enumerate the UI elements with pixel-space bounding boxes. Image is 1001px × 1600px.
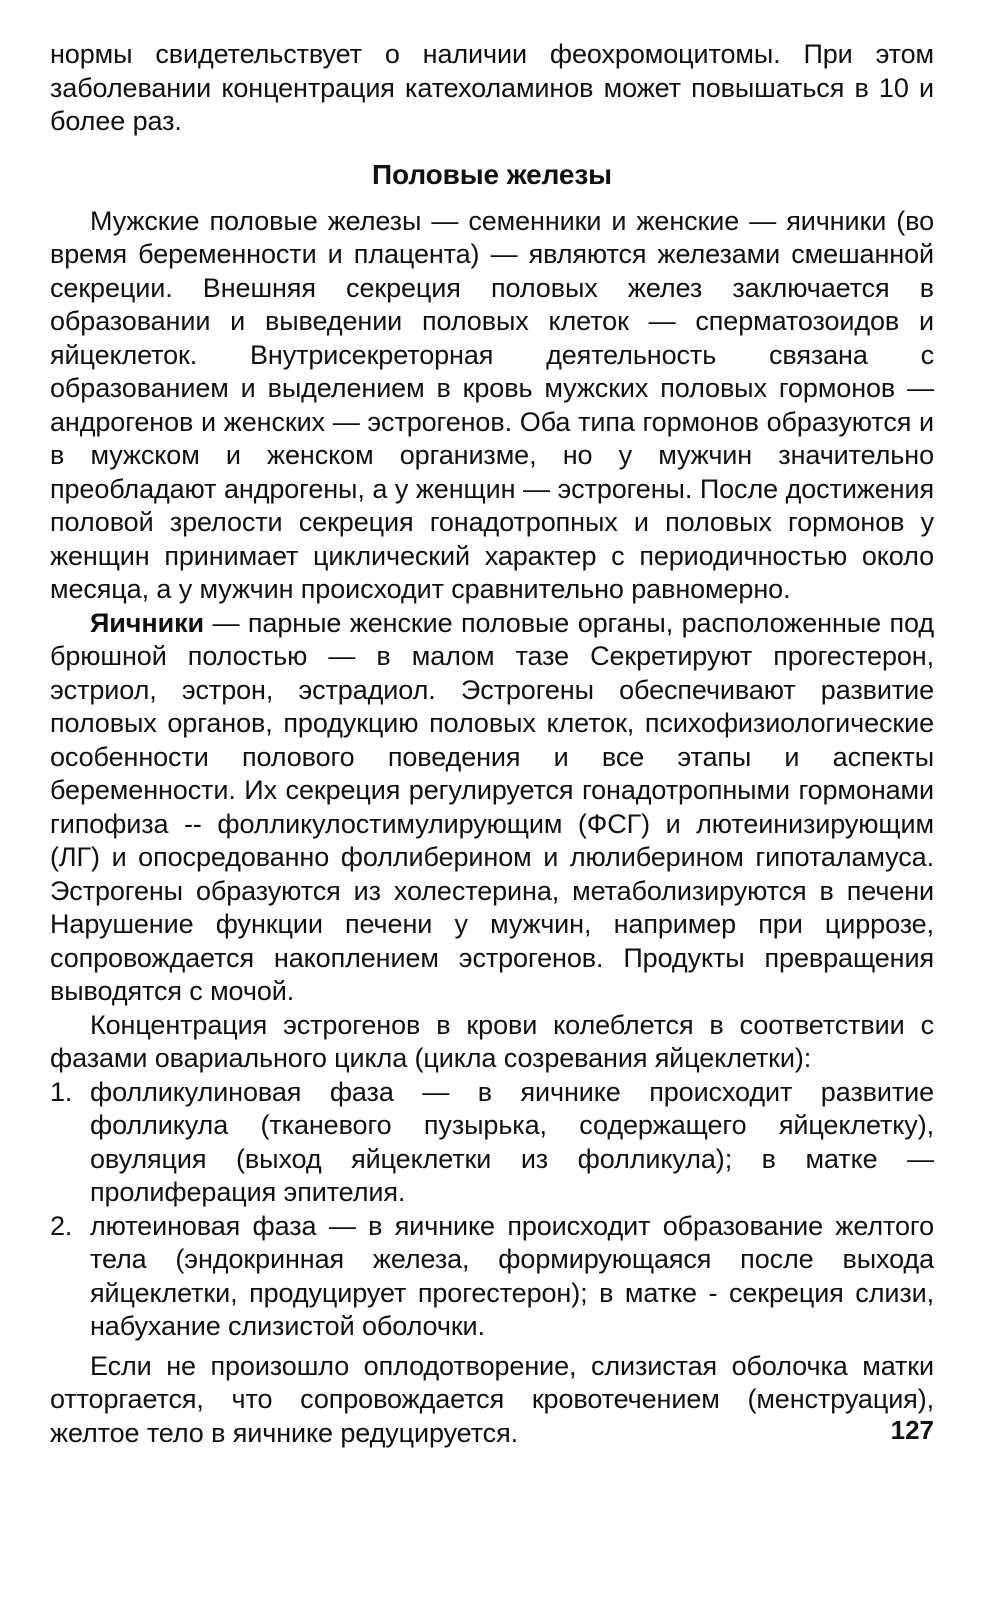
page-number: 127: [890, 1415, 934, 1445]
document-page: [50, 38, 934, 1450]
list-item-text: фолликулиновая фаза — в яичнике происходит развитие фолликула (тканевого пузырька, содержащего яйцеклетку), овуляция (выход яйцеклетки из фолликула); в матке — пролиферация эпителия.: [90, 1076, 934, 1207]
list-item: [50, 1210, 934, 1344]
paragraph-ovaries: [50, 607, 934, 1009]
paragraph-ovaries-text: — парные женские половые органы, расположенные под брюшной полостью — в малом тазе Секретируют прогестерон, эстриол, эстрон, эстрадиол. Эстрогены обеспечивают развитие половых органов, продукцию половых клеток, психофизиологические особенности полового поведения и все этапы и аспекты беременности. Их секреция регулируется гонадотропными гормонами гипофиза -- фолликулостимулирующим (ФСГ) и лютеинизирующим (ЛГ) и опосредованно фоллиберином и люлиберином гипоталамуса. Эстрогены образуются из холестерина, метаболизируются в печени Нарушение функции печени у мужчин, например при циррозе, сопровождается накоплением эстрогенов. Продукты превращения выводятся с мочой.: [50, 607, 934, 1006]
paragraph-menstruation: Если не произошло оплодотворение, слизистая оболочка матки отторгается, что сопровождается кровотечением (менструация), желтое тело в яичнике редуцируется.: [50, 1350, 934, 1448]
list-item-text: лютеиновая фаза — в яичнике происходит образование желтого тела (эндокринная железа, формирующаяся после выхода яйцеклетки, продуцирует прогестерон); в матке - секреция слизи, набухание слизистой оболочки.: [90, 1210, 934, 1341]
list-item: [50, 1076, 934, 1210]
term-ovaries: Яичники: [90, 607, 204, 638]
paragraph-sex-glands: Мужские половые железы — семенники и женские — яичники (во время беременности и плацента) — являются железами смешанной секреции. Внешняя секреция половых желез заключается в образовании и выведении половых клеток — сперматозоидов и яйцеклеток. Внутрисекреторная деятельность связана с образованием и выделением в кровь мужских половых гормонов — андрогенов и женских — эстрогенов. Оба типа гормонов образуются и в мужском и женском организме, но у мужчин значительно преобладают андрогены, а у женщин — эстрогены. После достижения половой зрелости секреция гонадотропных и половых гормонов у женщин принимает циклический характер с периодичностью около месяца, а у мужчин происходит сравнительно равномерно.: [50, 205, 934, 604]
intro-paragraph: нормы свидетельствует о наличии феохромоцитомы. При этом заболевании концентрация катехоламинов может повышаться в 10 и более раз.: [50, 39, 934, 136]
section-heading: Половые железы: [371, 158, 612, 190]
paragraph-estrogen-concentration: Концентрация эстрогенов в крови колеблется в соответствии с фазами овариального цикла (цикла созревания яйцеклетки):: [50, 1009, 934, 1073]
list-item-number: 1.: [50, 1076, 73, 1107]
list-item-number: 2.: [50, 1210, 73, 1241]
